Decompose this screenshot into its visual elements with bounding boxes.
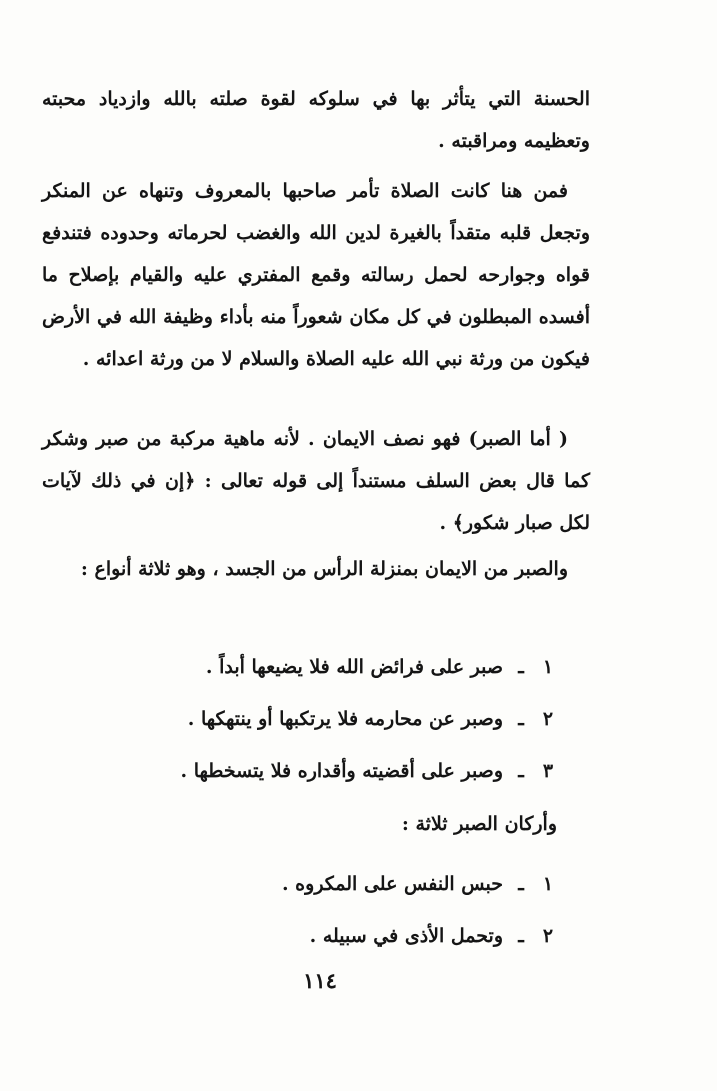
list-item bbox=[37, 693, 557, 745]
pillars-list bbox=[37, 858, 557, 962]
list-text: حبس النفس على المكروه . bbox=[281, 873, 503, 895]
list-number: ٢ bbox=[542, 708, 554, 730]
list-text: وصبر عن محارمه فلا يرتكبها أو ينتهكها . bbox=[187, 708, 503, 730]
list-text: صبر على فرائض الله فلا يضيعها أبداً . bbox=[205, 656, 503, 678]
paragraph-text: الحسنة التي يتأثر بها في سلوكه لقوة صلته بالله وازدياد محبته وتعظيمه ومراقبته . bbox=[42, 88, 590, 152]
list-dash: ـ bbox=[518, 873, 524, 895]
list-text: وتحمل الأذى في سبيله . bbox=[309, 925, 503, 947]
patience-types-list bbox=[37, 641, 557, 797]
list-dash: ـ bbox=[518, 656, 524, 678]
list-number: ٣ bbox=[542, 760, 554, 782]
paragraph-text: فمن هنا كانت الصلاة تأمر صاحبها بالمعروف وتنهاه عن المنكر وتجعل قلبه متقداً بالغيرة لدين الله والغضب لحرماته وحدوده فتندفع قواه وجوارحه لحمل رسالته وقمع المفتري عليه والقيام بإصلاح ما أفسده المبطلون في كل مكان شعوراً منه بأداء وظيفة الله في الأرض فيكون من ورثة نبي الله عليه الصلاة والسلام لا من ورثة اعدائه . bbox=[42, 180, 590, 370]
list-item bbox=[37, 641, 557, 693]
paragraph-continuation bbox=[42, 78, 590, 162]
pillars-heading: وأركان الصبر ثلاثة : bbox=[401, 813, 557, 835]
paragraph-text: ( أما الصبر) فهو نصف الايمان . لأنه ماهية مركبة من صبر وشكر كما قال بعض السلف مستنداً إلى قوله تعالى : ﴿إن في ذلك لآيات لكل صبار شكور﴾ . bbox=[42, 428, 590, 534]
page-number: ١١٤ bbox=[303, 968, 337, 993]
paragraph-prayer bbox=[42, 170, 590, 380]
list-item bbox=[37, 858, 557, 910]
list-dash: ـ bbox=[518, 708, 524, 730]
list-text: وصبر على أقضيته وأقداره فلا يتسخطها . bbox=[180, 760, 503, 782]
list-item bbox=[37, 745, 557, 797]
paragraph-patience-types-intro bbox=[42, 548, 590, 590]
list-dash: ـ bbox=[518, 760, 524, 782]
paragraph-text: والصبر من الايمان بمنزلة الرأس من الجسد ، وهو ثلاثة أنواع : bbox=[80, 558, 568, 580]
paragraph-patience bbox=[42, 418, 590, 544]
list-number: ٢ bbox=[542, 925, 554, 947]
list-number: ١ bbox=[542, 656, 554, 678]
list-number: ١ bbox=[542, 873, 554, 895]
list-item bbox=[37, 910, 557, 962]
list-dash: ـ bbox=[518, 925, 524, 947]
